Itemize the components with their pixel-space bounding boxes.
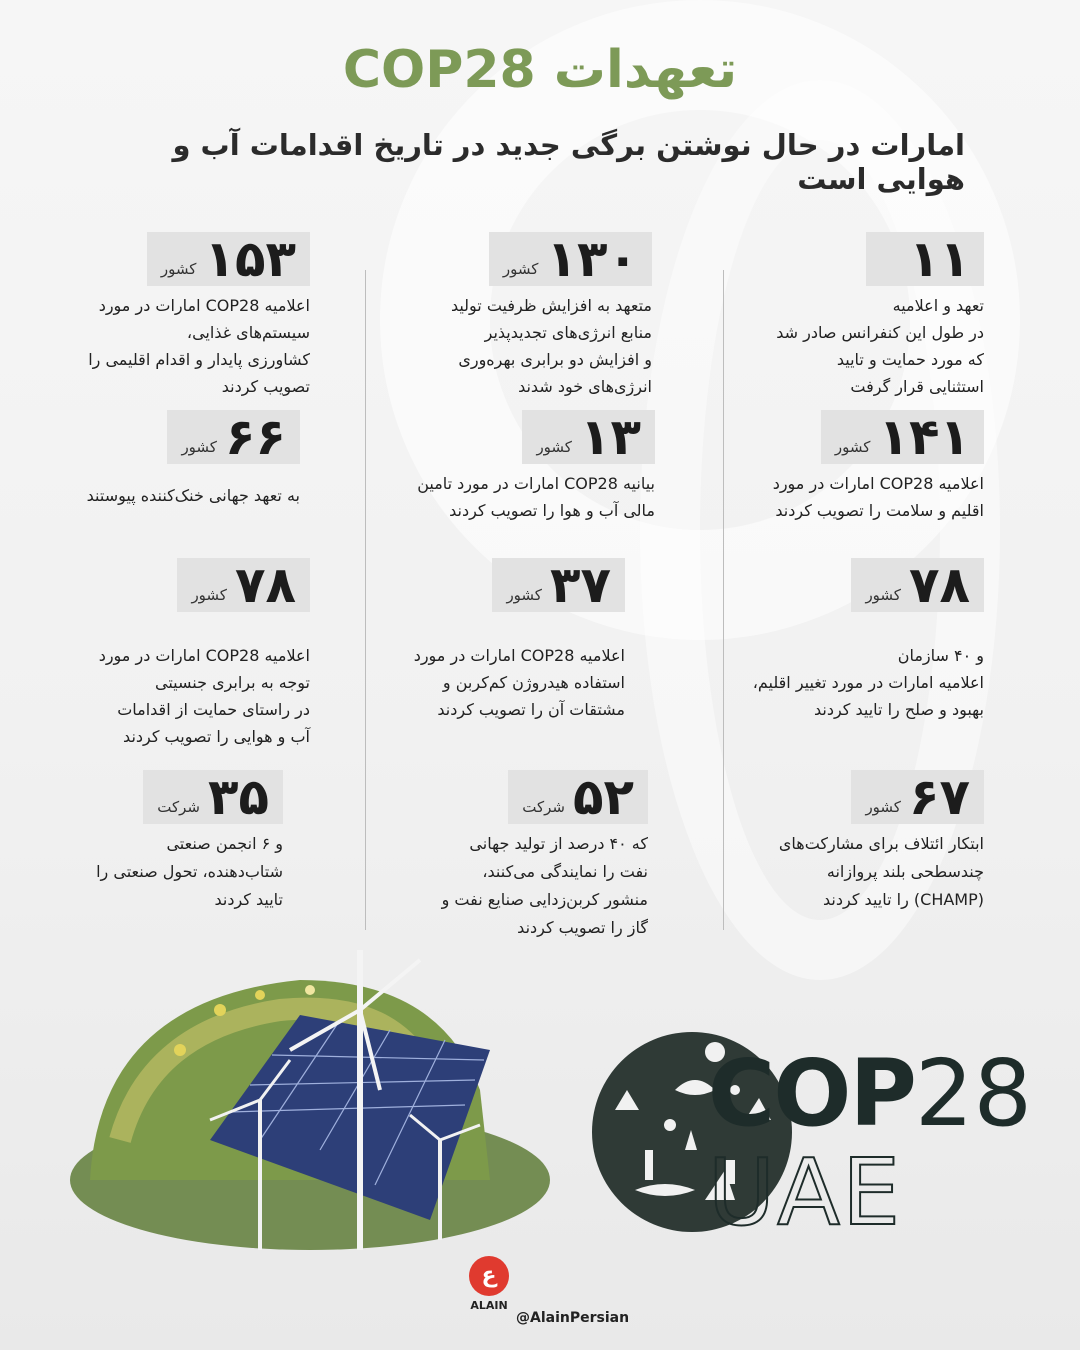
stat-description: اعلامیه COP28 امارات در مورد توجه به برابری جنسیتی در راستای حمایت از اقدامات آب و هوایی را تصویب کردند (98, 646, 310, 746)
stat-description: اعلامیه COP28 امارات در مورد سیستم‌های غذایی، کشاورزی پایدار و اقدام اقلیمی را تصویب کردند (88, 296, 310, 396)
stat-description: و ۴۰ سازمان اعلامیه امارات در مورد تغییر اقلیم، بهبود و صلح را تایید کردند (752, 646, 984, 719)
page-title: تعهدات COP28 (342, 40, 738, 100)
stat-description: متعهد به افزایش ظرفیت تولید منابع انرژی‌های تجدیدپذیر و افزایش دو برابری بهره‌وری انرژی‌های خود شدند (450, 296, 652, 396)
stat-climate-peace (684, 558, 984, 723)
stat-number: ۱۱ (908, 230, 970, 288)
stat-number: ۱۳۰ (546, 230, 638, 288)
stat-number: ۵۲ (572, 768, 634, 826)
stat-description: ابتکار ائتلاف برای مشارکت‌های چندسطحی بلند پروازانه (CHAMP) را تایید کردند (778, 834, 984, 909)
stat-number: ۷۸ (908, 556, 970, 614)
stat-unit: کشور (506, 586, 542, 604)
stat-description: و ۶ انجمن صنعتی شتاب‌دهنده، تحول صنعتی را تایید کردند (96, 834, 283, 909)
stat-badge (143, 770, 283, 824)
stat-unit: کشور (160, 260, 197, 278)
stat-unit: کشور (502, 260, 539, 278)
social-handle[interactable]: @AlainPersian (516, 1310, 630, 1326)
stat-climate-health (684, 410, 984, 524)
stat-unit: شرکت (522, 798, 565, 816)
page-subtitle: امارات در حال نوشتن برگی جدید در تاریخ اقدامات آب و هوایی است (172, 128, 965, 196)
stat-hydrogen (355, 558, 625, 723)
stat-description: بیانیه COP28 امارات در مورد تامین مالی آب و هوا را تصویب کردند (417, 474, 655, 520)
stat-description: اعلامیه COP28 امارات در مورد اقلیم و سلامت را تصویب کردند (772, 474, 984, 520)
renewable-energy-illustration (60, 940, 580, 1260)
logo-country-text: UAE (707, 1139, 903, 1246)
stat-description: که ۴۰ درصد از تولید جهانی نفت را نمایندگی می‌کنند، منشور کربن‌زدایی صنایع نفت و گاز را تصویب کردند (441, 834, 648, 937)
stat-unit: کشور (181, 438, 217, 456)
stat-unit: کشور (834, 438, 871, 456)
stat-champ (684, 770, 984, 914)
alain-brand-mark: ع (469, 1256, 509, 1296)
stat-description: اعلامیه COP28 امارات در مورد استفاده هیدروژن کم‌کربن و مشتقات آن را تصویب کردند (413, 646, 625, 719)
stat-badge (167, 410, 300, 464)
stat-unit: کشور (536, 438, 572, 456)
stat-description: تعهد و اعلامیه در طول این کنفرانس صادر شد که مورد حمایت و تایید استثنایی قرار گرفت (776, 296, 984, 396)
stat-renewables (362, 232, 652, 400)
logo-cop-text: COP (707, 1040, 915, 1147)
stat-unit: کشور (865, 798, 901, 816)
stat-number: ۷۸ (234, 556, 296, 614)
cop28-uae-logo (707, 1040, 1032, 1246)
stat-number: ۱۵۳ (204, 230, 296, 288)
stat-number: ۶۷ (908, 768, 970, 826)
logo-year-text: 28 (914, 1040, 1032, 1147)
stat-badge (489, 232, 652, 286)
stat-climate-finance (355, 410, 655, 524)
stat-badge (821, 410, 984, 464)
stat-badge (851, 770, 984, 824)
alain-brand-name: ALAIN (470, 1299, 508, 1312)
stat-pledges (684, 232, 984, 400)
stat-unit: کشور (191, 586, 227, 604)
stat-badge (492, 558, 625, 612)
stat-cooling-pledge (40, 410, 300, 509)
stat-number: ۳۷ (549, 556, 611, 614)
stat-oil-gas-charter (348, 770, 648, 942)
stat-badge (866, 232, 984, 286)
stat-number: ۱۴۱ (878, 408, 970, 466)
stat-number: ۶۶ (224, 408, 286, 466)
stat-badge (147, 232, 310, 286)
stat-industry-transition (43, 770, 283, 914)
stat-food-systems (40, 232, 310, 400)
alain-brand-logo (466, 1256, 512, 1312)
stat-unit: شرکت (157, 798, 200, 816)
stat-badge (522, 410, 655, 464)
stat-number: ۳۵ (207, 768, 269, 826)
stat-unit: کشور (865, 586, 901, 604)
stat-badge (851, 558, 984, 612)
stat-number: ۱۳ (579, 408, 641, 466)
stat-badge (177, 558, 310, 612)
stat-description: به تعهد جهانی خنک‌کننده پیوستند (86, 486, 300, 505)
stat-badge (508, 770, 648, 824)
stat-gender-equality (40, 558, 310, 750)
